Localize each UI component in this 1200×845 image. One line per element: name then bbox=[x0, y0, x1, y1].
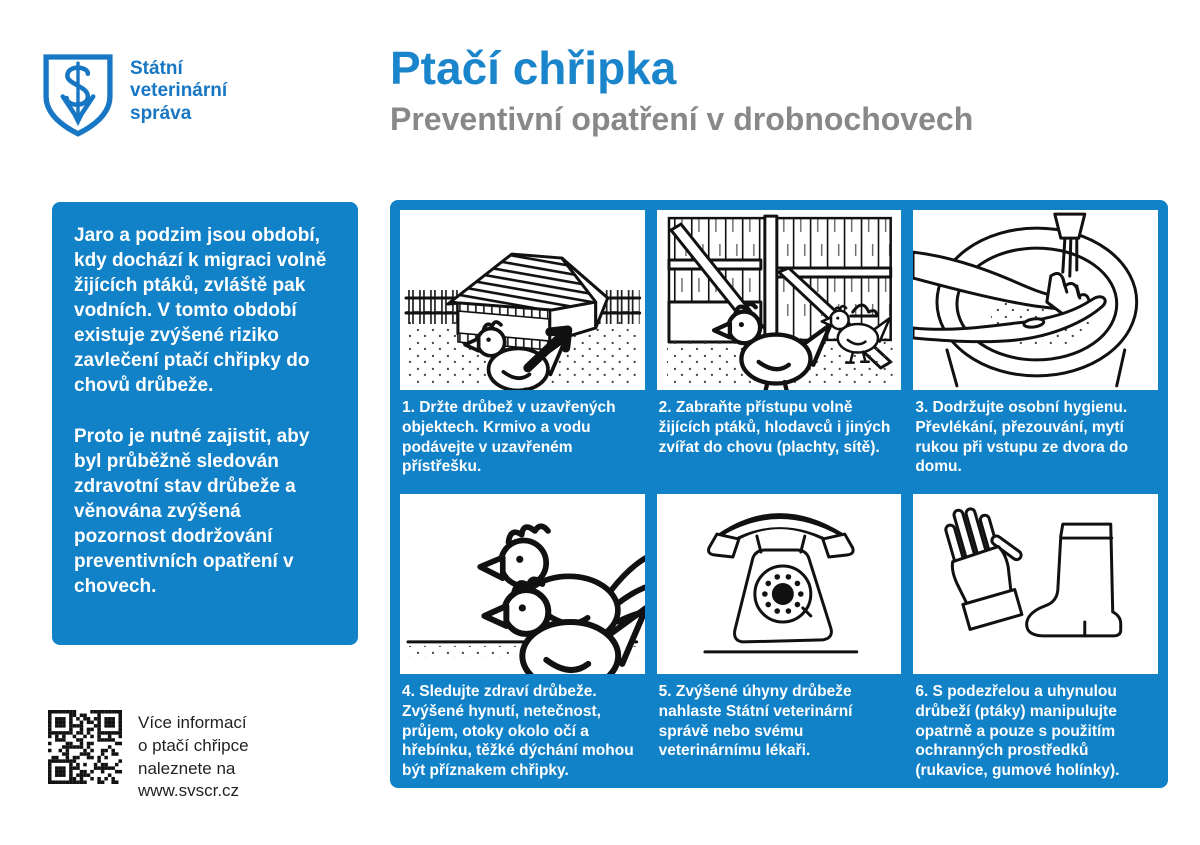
panel-5-caption: 5. Zvýšené úhyny drůbeže nahlaste Státní veterinární správě nebo svému veterinárnímu lékaři. bbox=[658, 683, 853, 760]
poultry-coop-illustration bbox=[400, 210, 645, 390]
more-info-line: o ptačí chřipce bbox=[138, 735, 249, 755]
intro-paragraph-1: Jaro a podzim jsou období, kdy dochází k migraci volně žijících ptáků, zvláště pak vodních. V tomto období existuje zvýšené riziko zavlečení ptačí chřipky do chovů drůbeže. bbox=[74, 225, 327, 397]
org-name-line: správa bbox=[130, 102, 192, 124]
more-info-line: naleznete na bbox=[138, 758, 236, 778]
barn-fence-birds-illustration bbox=[657, 210, 902, 390]
panel-4-image bbox=[400, 494, 645, 674]
panel-2-caption: 2. Zabraňte přístupu volně žijících ptáků, hlodavců i jiných zvířat do chovu (plachty, sítě). bbox=[658, 399, 891, 456]
page-subtitle: Preventivní opatření v drobnochovech bbox=[390, 101, 974, 138]
intro-box bbox=[52, 202, 358, 645]
panel-6-image bbox=[913, 494, 1158, 674]
glove-and-boot-illustration bbox=[913, 494, 1158, 674]
intro-paragraph-2: Proto je nutné zajistit, aby byl průběžně sledován zdravotní stav drůbeže a věnována zvýšená pozornost dodržování preventivních opatření v chovech. bbox=[74, 425, 310, 598]
more-info bbox=[48, 710, 249, 803]
more-info-text bbox=[138, 712, 249, 803]
panel-1-caption: 1. Držte drůbež v uzavřených objektech. Krmivo a vodu podávejte v uzavřeném přístřešku. bbox=[402, 399, 616, 476]
measures-grid bbox=[390, 200, 1168, 788]
panel-2-image bbox=[657, 210, 902, 390]
panel-1-image bbox=[400, 210, 645, 390]
more-info-line: Více informací bbox=[138, 713, 247, 732]
rooster-and-hen-illustration bbox=[400, 494, 645, 674]
glove bbox=[937, 496, 1039, 629]
org-name bbox=[130, 58, 227, 125]
hand-washing-illustration bbox=[913, 210, 1158, 390]
title-block bbox=[390, 44, 973, 137]
website-url: www.svscr.cz bbox=[138, 781, 240, 801]
panel-4-caption: 4. Sledujte zdraví drůbeže. Zvýšené hynutí, netečnost, průjem, otoky okolo očí a hřebínku, těžké dýchání mohou být příznakem chřipky. bbox=[402, 683, 634, 780]
svs-shield-icon bbox=[40, 52, 116, 138]
panel-3-caption: 3. Dodržujte osobní hygienu. Převlékání, přezouvání, mytí rukou při vstupu ze dvora do domu. bbox=[915, 399, 1129, 476]
logo bbox=[40, 52, 227, 138]
panel-6-caption: 6. S podezřelou a uhynulou drůbeží (ptáky) manipulujte opatrně a pouze s použitím ochranných prostředků (rukavice, gumové holínky). bbox=[915, 683, 1120, 780]
panel-3-image bbox=[913, 210, 1158, 390]
telephone-illustration bbox=[657, 494, 902, 674]
qr-code bbox=[48, 710, 122, 784]
page-title: Ptačí chřipka bbox=[390, 42, 677, 94]
rubber-boot bbox=[1027, 524, 1121, 636]
org-name-line: veterinární bbox=[130, 80, 228, 102]
panel-5-image bbox=[657, 494, 902, 674]
org-name-line: Státní bbox=[130, 58, 183, 79]
